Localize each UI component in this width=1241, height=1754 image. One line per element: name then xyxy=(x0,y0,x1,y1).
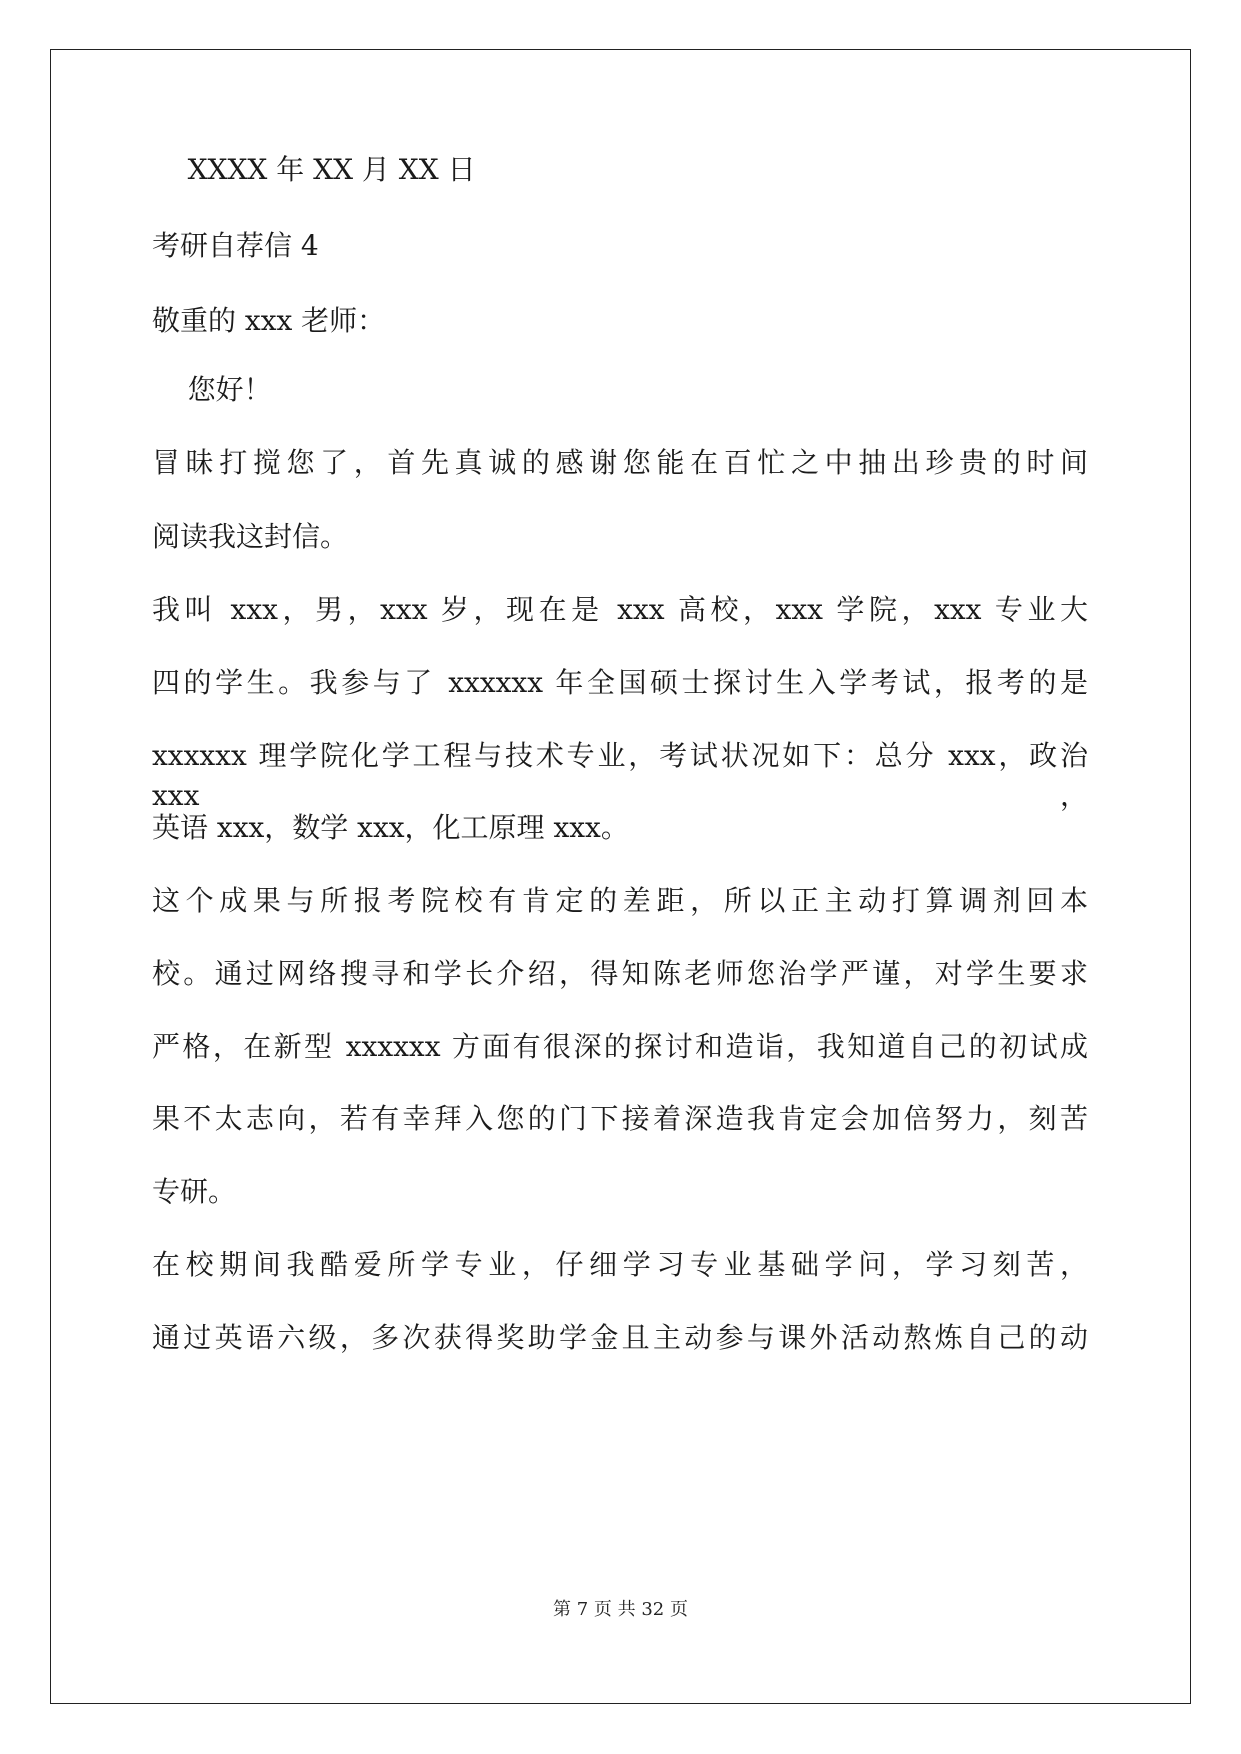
body-line: 通过英语六级，多次获得奖助学金且主动参与课外活动熬炼自己的动 xyxy=(152,1321,1088,1354)
letter-title: 考研自荐信 4 xyxy=(152,229,319,262)
body-line: 冒昧打搅您了，首先真诚的感谢您能在百忙之中抽出珍贵的时间 xyxy=(152,446,1088,479)
body-line: 我叫 xxx，男，xxx 岁，现在是 xxx 高校，xxx 学院，xxx 专业大 xyxy=(152,593,1088,626)
body-line: 这个成果与所报考院校有肯定的差距，所以正主动打算调剂回本 xyxy=(152,884,1088,917)
greeting: 您好！ xyxy=(152,373,272,406)
body-line: 校。通过网络搜寻和学长介绍，得知陈老师您治学严谨，对学生要求 xyxy=(152,957,1088,990)
salutation: 敬重的 xxx 老师： xyxy=(152,304,386,337)
body-line: 阅读我这封信。 xyxy=(152,520,349,553)
body-line: 英语 xxx，数学 xxx，化工原理 xxx。 xyxy=(152,811,629,844)
body-line: 专研。 xyxy=(152,1175,237,1208)
body-line: 严格，在新型 xxxxxx 方面有很深的探讨和造诣，我知道自己的初试成 xyxy=(152,1030,1088,1063)
body-line: 四的学生。我参与了 xxxxxx 年全国硕士探讨生入学考试，报考的是 xyxy=(152,666,1088,699)
page-border xyxy=(50,49,1191,1704)
page-number: 第 7 页 共 32 页 xyxy=(553,1599,688,1620)
date-line: XXXX 年 XX 月 XX 日 xyxy=(152,153,476,186)
body-line: 在校期间我酷爱所学专业，仔细学习专业基础学问，学习刻苦， xyxy=(152,1248,1088,1281)
body-line: xxxxxx 理学院化学工程与技术专业，考试状况如下：总分 xxx，政治 xxx， xyxy=(152,739,1088,812)
body-line: 果不太志向，若有幸拜入您的门下接着深造我肯定会加倍努力，刻苦 xyxy=(152,1102,1088,1135)
